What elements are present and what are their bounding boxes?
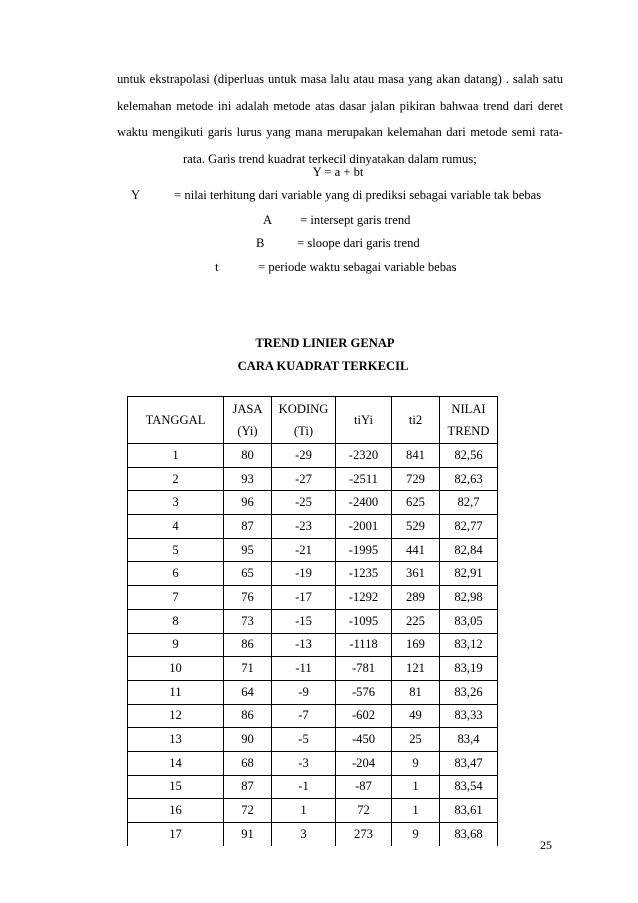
table-row [128,467,498,491]
cell-koding: 3 [272,823,336,846]
definition-text: = sloope dari garis trend [297,236,420,250]
cell-nilai-trend: 83,68 [440,823,498,846]
cell-tiyi: -2400 [336,491,392,515]
cell-ti2: 225 [392,609,440,633]
cell-tiyi: -2320 [336,444,392,468]
cell-koding: -21 [272,538,336,562]
cell-koding: -19 [272,562,336,586]
cell-nilai-trend: 83,61 [440,799,498,823]
cell-jasa: 80 [224,444,272,468]
paragraph-line: waktu mengikuti garis lurus yang mana merupakan kelemahan dari metode semi rata- [117,125,563,139]
cell-tanggal: 11 [128,680,224,704]
cell-tiyi: 72 [336,799,392,823]
cell-tanggal: 12 [128,704,224,728]
cell-tanggal: 5 [128,538,224,562]
definition-symbol: t [215,260,219,274]
cell-ti2: 529 [392,515,440,539]
cell-tiyi: -1235 [336,562,392,586]
cell-ti2: 1 [392,775,440,799]
cell-tanggal: 4 [128,515,224,539]
table-row [128,609,498,633]
definition-text: = nilai terhitung dari variable yang di prediksi sebagai variable tak bebas [174,188,542,202]
table-row [128,728,498,752]
cell-koding: -11 [272,657,336,681]
cell-jasa: 76 [224,586,272,610]
cell-tiyi: -781 [336,657,392,681]
cell-ti2: 121 [392,657,440,681]
cell-jasa: 90 [224,728,272,752]
cell-nilai-trend: 82,98 [440,586,498,610]
page-number: 25 [540,838,552,852]
paragraph-line: untuk ekstrapolasi (diperluas untuk masa lalu atau masa yang akan datang) . salah satu [117,72,563,86]
cell-koding: -25 [272,491,336,515]
cell-tiyi: -2511 [336,467,392,491]
cell-koding: -27 [272,467,336,491]
cell-nilai-trend: 82,84 [440,538,498,562]
cell-jasa: 71 [224,657,272,681]
header-koding: KODING (Ti) [272,397,336,444]
definition-symbol: B [256,236,265,250]
table-header-row [128,397,498,444]
cell-tiyi: -1292 [336,586,392,610]
table-row [128,633,498,657]
cell-ti2: 841 [392,444,440,468]
cell-nilai-trend: 83,26 [440,680,498,704]
cell-tiyi: -1995 [336,538,392,562]
cell-nilai-trend: 83,54 [440,775,498,799]
cell-jasa: 72 [224,799,272,823]
table-row [128,538,498,562]
cell-tanggal: 16 [128,799,224,823]
cell-ti2: 9 [392,823,440,846]
cell-ti2: 81 [392,680,440,704]
cell-jasa: 93 [224,467,272,491]
cell-koding: -1 [272,775,336,799]
cell-ti2: 25 [392,728,440,752]
cell-ti2: 625 [392,491,440,515]
cell-ti2: 289 [392,586,440,610]
cell-nilai-trend: 83,4 [440,728,498,752]
cell-ti2: 361 [392,562,440,586]
cell-tanggal: 7 [128,586,224,610]
cell-nilai-trend: 83,05 [440,609,498,633]
cell-ti2: 169 [392,633,440,657]
cell-koding: -5 [272,728,336,752]
cell-nilai-trend: 82,77 [440,515,498,539]
table-row [128,562,498,586]
cell-ti2: 441 [392,538,440,562]
cell-jasa: 87 [224,515,272,539]
definition-symbol: Y [131,188,141,202]
table-row [128,704,498,728]
cell-tiyi: -204 [336,751,392,775]
header-nilai-trend: NILAI TREND [440,397,498,444]
header-tanggal: TANGGAL [128,397,224,444]
table-row [128,444,498,468]
cell-koding: -7 [272,704,336,728]
cell-koding: -3 [272,751,336,775]
definition-t [215,257,457,277]
cell-tiyi: -450 [336,728,392,752]
cell-tanggal: 13 [128,728,224,752]
cell-ti2: 1 [392,799,440,823]
cell-tanggal: 15 [128,775,224,799]
cell-jasa: 86 [224,633,272,657]
cell-koding: -23 [272,515,336,539]
definition-text: = intersept garis trend [300,213,411,227]
cell-koding: -13 [272,633,336,657]
body-paragraph [117,66,563,172]
cell-nilai-trend: 82,56 [440,444,498,468]
cell-jasa: 96 [224,491,272,515]
table-row [128,680,498,704]
table-row [128,491,498,515]
table-row [128,775,498,799]
cell-tiyi: 273 [336,823,392,846]
cell-tanggal: 10 [128,657,224,681]
cell-tiyi: -1095 [336,609,392,633]
cell-koding: -15 [272,609,336,633]
cell-nilai-trend: 83,12 [440,633,498,657]
cell-tanggal: 6 [128,562,224,586]
cell-nilai-trend: 82,7 [440,491,498,515]
header-tiyi: tiYi [336,397,392,444]
cell-tanggal: 9 [128,633,224,657]
cell-jasa: 86 [224,704,272,728]
cell-koding: -9 [272,680,336,704]
header-jasa: JASA (Yi) [224,397,272,444]
table-row [128,751,498,775]
definition-symbol: A [263,213,273,227]
cell-tiyi: -602 [336,704,392,728]
table-row [128,823,498,846]
trend-formula: Y = a + bt [312,165,364,179]
cell-tiyi: -2001 [336,515,392,539]
cell-koding: -29 [272,444,336,468]
cell-nilai-trend: 82,63 [440,467,498,491]
table-row [128,799,498,823]
cell-koding: 1 [272,799,336,823]
cell-ti2: 729 [392,467,440,491]
cell-jasa: 73 [224,609,272,633]
cell-tanggal: 3 [128,491,224,515]
cell-jasa: 87 [224,775,272,799]
cell-jasa: 95 [224,538,272,562]
cell-ti2: 9 [392,751,440,775]
cell-tanggal: 14 [128,751,224,775]
table-row [128,657,498,681]
cell-nilai-trend: 83,19 [440,657,498,681]
cell-jasa: 68 [224,751,272,775]
cell-ti2: 49 [392,704,440,728]
definition-y [131,185,541,205]
table-subtitle: CARA KUADRAT TERKECIL [237,359,409,373]
cell-tiyi: -87 [336,775,392,799]
cell-tiyi: -576 [336,680,392,704]
cell-nilai-trend: 83,33 [440,704,498,728]
cell-jasa: 65 [224,562,272,586]
cell-jasa: 64 [224,680,272,704]
cell-nilai-trend: 82,91 [440,562,498,586]
definition-text: = periode waktu sebagai variable bebas [258,260,457,274]
cell-tanggal: 2 [128,467,224,491]
cell-tanggal: 1 [128,444,224,468]
definition-a [263,210,410,230]
definition-b [256,233,420,253]
cell-tanggal: 8 [128,609,224,633]
cell-tiyi: -1118 [336,633,392,657]
paragraph-line: kelemahan metode ini adalah metode atas dasar jalan pikiran bahwaa trend dari deret [117,98,563,113]
paragraph-line: rata. Garis trend kuadrat terkecil dinyatakan dalam rumus; [183,151,477,166]
cell-jasa: 91 [224,823,272,846]
trend-table [127,396,498,846]
table-body [128,444,498,846]
header-ti2: ti2 [392,397,440,444]
table-row [128,586,498,610]
cell-koding: -17 [272,586,336,610]
table-title: TREND LINIER GENAP [255,336,395,350]
cell-nilai-trend: 83,47 [440,751,498,775]
cell-tanggal: 17 [128,823,224,846]
table-row [128,515,498,539]
